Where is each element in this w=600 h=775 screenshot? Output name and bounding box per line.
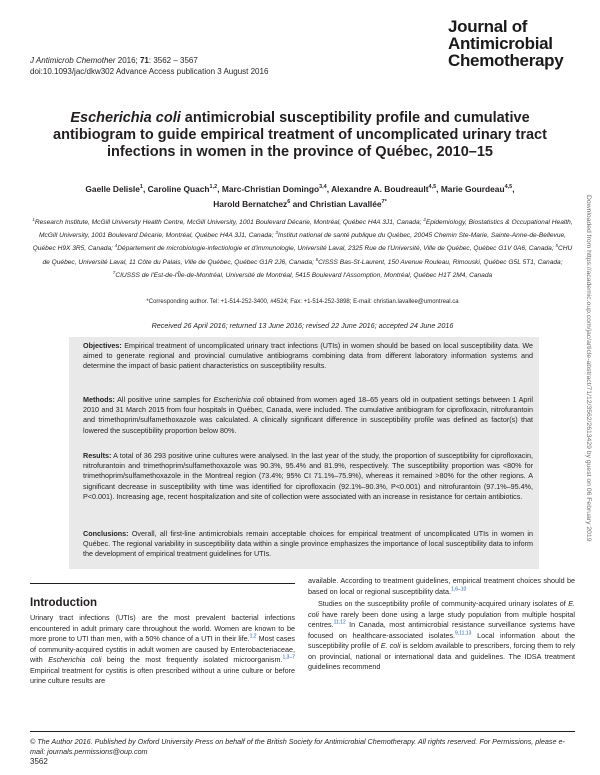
conclusions-label: Conclusions: [83,529,129,538]
intro-right-column [308,576,575,673]
introduction-heading: Introduction [30,597,98,609]
objectives-text: Empirical treatment of uncomplicated urinary tract infections (UTIs) in women should be based on local susceptibility data. We aimed to generate regional and provincial cumulative antibiograms combining data from different laboratory information systems and determine the impact of basic patient characteristics on susceptibility results. [83,341,533,371]
intro-text-4: Empirical treatment for cystitis is often prescribed without a urine culture or before urine culture results are [30,665,295,685]
article-title [40,110,560,161]
download-sidebar [584,195,596,615]
affiliation-text: CHU de Québec, Université Laval, 11 Côte du Palais, Ville de Québec, Québec G1R 2J6, Canada; [42,245,573,266]
author-list [40,181,560,211]
citation-link[interactable]: 1,3–7 [282,654,295,661]
citation-link[interactable]: 11,12 [333,619,346,626]
logo-line-2: Antimicrobial [448,34,553,53]
author-separator: , [142,183,148,194]
intro-text-3: being the most frequently isolated microorganism. [101,655,283,664]
citation-link[interactable]: 9,11,13 [455,630,472,637]
logo-line-1: Journal of [448,17,528,36]
abstract-box [69,337,539,569]
abstract-methods [83,395,533,436]
methods-text-2: obtained from women aged 18–65 years old in outpatient settings between 1 April 2010 and 31 March 2015 from four hospitals in Québec, Canada, were included. The cumulative antibiogram for ciprofloxacin, nitrofurantoin and trimethoprim/sulfamethoxazole was calculated. A clinically significant difference in susceptibility profile was defined as factor(s) that lowered the susceptibility proportion below 80%. [83,395,533,435]
citation-pages: : 3562 – 3567 [148,56,198,65]
abstract-results [83,451,533,502]
intro-right-text-4: In Canada, most antimicrobial resistance surveillance systems have focused on healthcare-associated isolates. [308,620,575,640]
intro-right-text-2: Studies on the susceptibility profile of community-acquired urinary isolates of [318,599,569,608]
author-separator: , [436,183,441,194]
intro-left-column [30,613,295,687]
author-name[interactable]: Harold Bernatchez [213,198,288,209]
author-affil-sup: 1,2 [209,184,218,190]
intro-rule [30,583,295,584]
affiliation-sup: 3 [275,230,278,236]
affiliation-text: CISSS Bas-St-Laurent, 150 Avenue Rouleau, Rimouski, Québec G5L 5T1, Canada; [318,258,563,266]
affiliation-sup: 7 [112,269,116,275]
author-name[interactable]: Caroline Quach [147,183,210,194]
affiliation-sup: 2 [423,217,426,222]
page-number: 3562 [30,757,48,766]
citation-year: 2016; [115,56,140,65]
methods-organism: Escherichia coli [213,395,265,404]
affiliation-sup: 5 [555,243,559,249]
citation-link[interactable]: 1,2 [249,633,257,640]
affiliation-text: Research Institute, McGill University Health Centre, McGill University, 1001 Boulevard Décarie, Montréal, Québec H4A 3J1, Canada; [34,219,424,227]
affiliation-sup: 6 [315,256,319,262]
author-affil-sup: 1 [139,184,143,190]
affiliation-text: CIUSSS de l'Est-de-l'Île-de-Montréal, Université de Montréal, 5415 Boulevard l'Assomption, Montréal, Québec H1T 2M4, Canada [115,271,493,279]
intro-text-2: Most cases of community-acquired cystitis in adult women are caused by Enterobacteriaceae, with [30,634,295,664]
journal-abbrev: J Antimicrob Chemother [30,56,116,65]
intro-right-organism: E. coli [308,599,575,619]
affiliations [30,215,575,281]
objectives-label: Objectives: [83,341,122,350]
citation-link[interactable]: 1,6–10 [451,586,467,593]
title-organism: Escherichia coli [70,110,181,126]
received-dates: Received 26 April 2016; returned 13 June 2016; revised 22 June 2016; accepted 24 June 2016 [151,321,454,330]
intro-right-text-6: is seldom available to prescribers, forcing them to rely on provincial, national or international data and guidelines. The IDSA treatment guidelines recommend [308,641,576,671]
title-text: antimicrobial susceptibility profile and cumulative antibiogram to guide empirical treatment of uncomplicated urinary tract infections in women in the province of Québec, 2010–15 [53,110,547,160]
affiliation-text: Département de microbiologie-infectiologie et d'immunologie, Université Laval, 2325 Rue de l'Université, Ville de Québec, Québec G1V 0A6, Canada; [117,245,556,253]
intro-right-para-1 [308,576,575,597]
author-separator: , [217,183,222,194]
copyright-notice: © The Author 2016. Published by Oxford University Press on behalf of the British Society for Antimicrobial Chemotherapy. All rights reserved. For Permissions, please e-mail: journals.permissions@oup.com [30,737,565,756]
author-separator: and [290,198,310,209]
affiliation-text: Institut national de santé publique du Québec, 20045 Chemin Ste-Marie, Sainte-Anne-de-Bellevue, Québec H9X 3R5, Canada; [32,232,567,253]
author-name[interactable]: Marc-Christian Domingo [221,183,320,194]
intro-right-text-3: have rarely been done using a large study population from multiple hospital centres. [308,609,575,629]
author-name[interactable]: Marie Gourdeau [440,183,505,194]
abstract-conclusions [83,529,533,560]
author-name[interactable]: Alexandre A. Boudreault [331,183,429,194]
footer-rule [30,731,575,732]
methods-text-1: All positive urine samples for [114,395,214,404]
journal-citation [30,55,268,77]
results-text: A total of 36 293 positive urine cultures were analysed. In the last year of the study, the proportion of susceptibility for ciprofloxacin, nitrofurantoin and trimethoprim/sulfamethoxazole was 90.3%, 95.4% and 81.9%, respectively. The susceptibility proportion was <80% for trimethoprim/sulfamethoxazole in the Montreal region (73.4%; 95% CI 71.1%–75.9%), whereas it remained >80% for the other regions. A significant decrease in susceptibility with time was identified for ciprofloxacin (92.1%–90.3%, P<0.001) and nitrofurantoin (97.1%–95.4%, P<0.001). Increasing age, recent hospitalization and site of collection were associated with an increase in resistance for certain antibiotics. [83,451,533,501]
citation-line [30,55,268,66]
download-notice: Downloaded from https://academic.oup.com/jac/article-abstract/71/12/3562/2613429 by guest on 06 February 2019 [585,195,592,542]
doi-line: doi:10.1093/jac/dkw302 Advance Access publication 3 August 2016 [30,67,269,76]
author-name[interactable]: Gaelle Delisle [85,183,140,194]
author-affil-sup: 4,5 [428,184,437,190]
corresponding-author: *Corresponding author. Tel: +1-514-252-3400, #4524; Fax: +1-514-252-3898; E-mail: christian.lavallee@umontreal.ca [146,299,459,305]
journal-logo [448,18,578,69]
intro-text-1: Urinary tract infections (UTIs) are the most prevalent bacterial infections encountered in adult primary care throughout the world. Women are known to be more prone to UTI than men, with a 50% chance of a UTI in their life. [30,613,295,643]
author-separator: , [512,183,515,194]
abstract-objectives [83,341,533,372]
intro-right-organism: E. coli [380,641,401,650]
intro-right-para-2 [308,599,575,673]
methods-label: Methods: [83,395,115,404]
affiliation-text: Epidemiology, Biostatistics & Occupational Health, McGill University, 1001 Boulevard Décarie, Montréal, Québec H4A 3J1, Canada; [38,219,573,240]
results-label: Results: [83,451,112,460]
author-affil-sup: 7* [381,198,387,205]
conclusions-text: Overall, all first-line antimicrobials remain acceptable choices for empirical treatment of uncomplicated UTIs in women in Québec. The regional variability in susceptibility data within a single province emphasizes the importance of local susceptibility data to inform the development of empirical treatment guidelines for UTIs. [83,529,533,559]
citation-volume: 71 [139,56,149,65]
author-affil-sup: 6 [287,198,291,205]
affiliation-sup: 1 [32,217,35,222]
intro-organism: Escherichia coli [48,655,102,664]
intro-right-text-1: available. According to treatment guidelines, empirical treatment choices should be based on local or regional susceptibility data. [308,576,575,596]
intro-right-text-5: Local information about the susceptibility profile of [308,630,575,650]
author-affil-sup: 3,4 [319,184,327,190]
author-name[interactable]: Christian Lavallée [309,198,382,209]
logo-line-3: Chemotherapy [448,51,564,70]
affiliation-sup: 4 [114,243,118,249]
author-separator: , [326,183,332,194]
author-affil-sup: 4,5 [504,184,513,190]
